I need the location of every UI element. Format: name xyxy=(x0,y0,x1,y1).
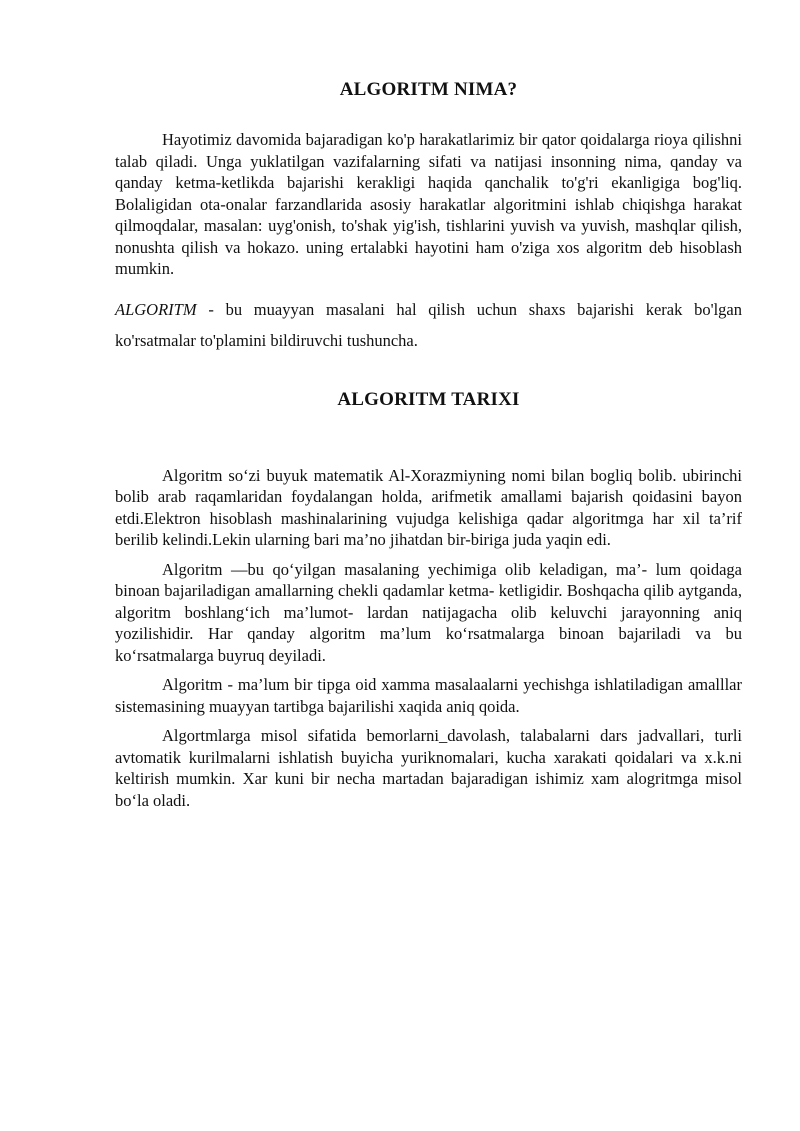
definition-paragraph xyxy=(115,294,742,356)
intro-paragraph: Hayotimiz davomida bajaradigan ko'p harakatlarimiz bir qator qoidalarga rioya qilishni talab qiladi. Unga yuklatilgan vazifalarning sifati va natijasi insonning nima, qanday va qanday ketma-ketlikda bajarishi kerakligi haqida qanchalik to'g'ri ekanligiga bog'liq. Bolaligidan ota-onalar farzandlarida asosiy harakatlar algoritmini ishlab chiqishga harakat qilmoqdalar, masalan: uyg'onish, to'shak yig'ish, tishlarini yuvish va yuvish, mashqlar qilish, nonushta qilish va hokazo. uning ertalabki hayotini ham o'ziga xos algoritm deb hisoblash mumkin. xyxy=(115,130,742,278)
definition-term: ALGORITM xyxy=(115,299,197,319)
heading-algoritm-nima: ALGORITM NIMA? xyxy=(339,79,518,100)
history-paragraph-1: Algoritm so‘zi buyuk matematik Al-Xorazmiyning nomi bilan bogliq bolib. ubirinchi bolib arab raqamlaridan foydalangan holda, arifmetik amallami bajarish qoidasini bayon etdi.Elektron hisoblash mashinalarining vujudga kelishiga qadar algoritmga har xil ta’rif berilib kelindi.Lekin ularning bari ma’no jihatdan bir-biriga juda yaqin edi. xyxy=(115,465,742,549)
history-paragraph-2: Algoritm —bu qo‘yilgan masalaning yechimiga olib keladigan, ma’- lum qoidaga binoan bajariladigan amallarning chekli qadamlar ketma- ketligidir. Boshqacha qilib aytganda, algoritm boshlang‘ich ma’lumot- lardan natijagacha olib keluvchi jarayonning aniq yozilishidir. Har qanday algoritm ma’lum ko‘rsatmalarga binoan bajariladi va bu ko‘rsatmalarga buyruq deyiladi. xyxy=(115,559,742,665)
history-paragraph-4: Algortmlarga misol sifatida bemorlarni_davolash, talabalarni dars jadvallari, turli avtomatik kurilmalarni ishlatish buyicha yuriknomalari, kucha xarakati qoidalari va x.k.ni keltirish mumkin. Xar kuni bir necha martadan bajaradigan ishimiz xam alogritmga misol bo‘la oladi. xyxy=(115,726,742,810)
heading-algoritm-tarixi: ALGORITM TARIXI xyxy=(337,388,520,410)
history-paragraph-3: Algoritm - ma’lum bir tipga oid xamma masalaalarni yechishga ishlatiladigan amalllar sistemasining muayyan tartibga bajarilishi xaqida aniq qoida. xyxy=(115,675,742,716)
definition-text: - bu muayyan masalani hal qilish uchun shaxs bajarishi kerak bo'lgan ko'rsatmalar to'plamini bildiruvchi tushuncha. xyxy=(115,299,742,350)
